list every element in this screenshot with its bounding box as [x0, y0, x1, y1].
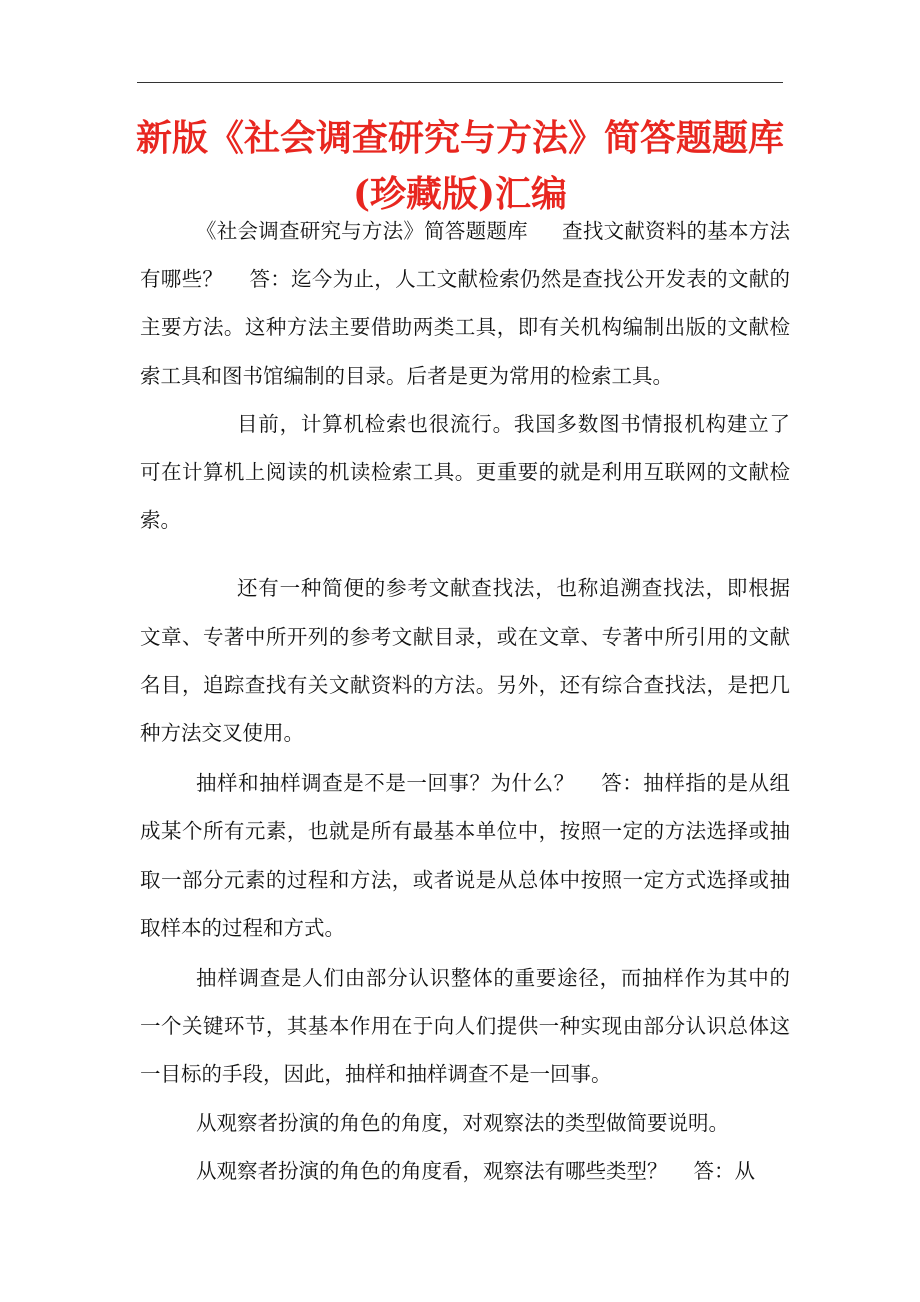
- paragraph-5-text: 抽样调查是人们由部分认识整体的重要途径，而抽样作为其中的一个关键环节，其基本作用在于向人们提供一种实现由部分认识总体这一目标的手段，因此，抽样和抽样调查不是一回事。: [140, 966, 790, 1087]
- paragraph-1-intro: 《社会调查研究与方法》简答题题库: [196, 219, 528, 243]
- document-body: [140, 207, 790, 1195]
- paragraph-4-answer-label: 答：: [600, 771, 644, 796]
- paragraph-3: [140, 564, 790, 757]
- paragraph-1-text: 迄今为止，人工文献检索仍然是查找公开发表的文献的主要方法。这种方法主要借助两类工具，即有关机构编制出版的文献检索工具和图书馆编制的目录。后者是更为常用的检索工具。: [140, 267, 791, 388]
- paragraph-6: [140, 1099, 790, 1147]
- header-rule: [137, 82, 783, 83]
- paragraph-7-answer-label: 答：从: [693, 1158, 755, 1183]
- paragraph-1-answer-label: 答：: [249, 267, 292, 292]
- paragraph-3-text: 还有一种简便的参考文献查找法，也称追溯查找法，即根据文章、专著中所开列的参考文献目录，或在文章、专著中所引用的文献名目，追踪查找有关文献资料的方法。另外，还有综合查找法，是把几种方法交叉使用。: [140, 576, 790, 746]
- paragraph-1-question: 查找文献资料的基本方法有哪些？: [140, 219, 791, 292]
- document-title: 新版《社会调查研究与方法》简答题题库(珍藏版)汇编: [135, 117, 784, 215]
- paragraph-2-text: 目前，计算机检索也很流行。我国多数图书情报机构建立了可在计算机上阅读的机读检索工具。更重要的就是利用互联网的文献检索。: [140, 411, 790, 533]
- paragraph-1: [140, 207, 790, 400]
- paragraph-4-question: 抽样和抽样调查是不是一回事？为什么？: [196, 771, 575, 796]
- paragraph-2: [140, 400, 790, 545]
- paragraph-4-text: 抽样指的是从组成某个所有元素，也就是所有最基本单位中，按照一定的方法选择或抽取一部分元素的过程和方法，或者说是从总体中按照一定方式选择或抽取样本的过程和方式。: [140, 771, 791, 940]
- paragraph-7: [140, 1147, 790, 1195]
- paragraph-7-question: 从观察者扮演的角色的角度看，观察法有哪些类型？: [196, 1158, 668, 1183]
- paragraph-5: [140, 954, 790, 1099]
- paragraph-4: [140, 759, 790, 952]
- paragraph-6-text: 从观察者扮演的角色的角度，对观察法的类型做简要说明。: [196, 1110, 729, 1135]
